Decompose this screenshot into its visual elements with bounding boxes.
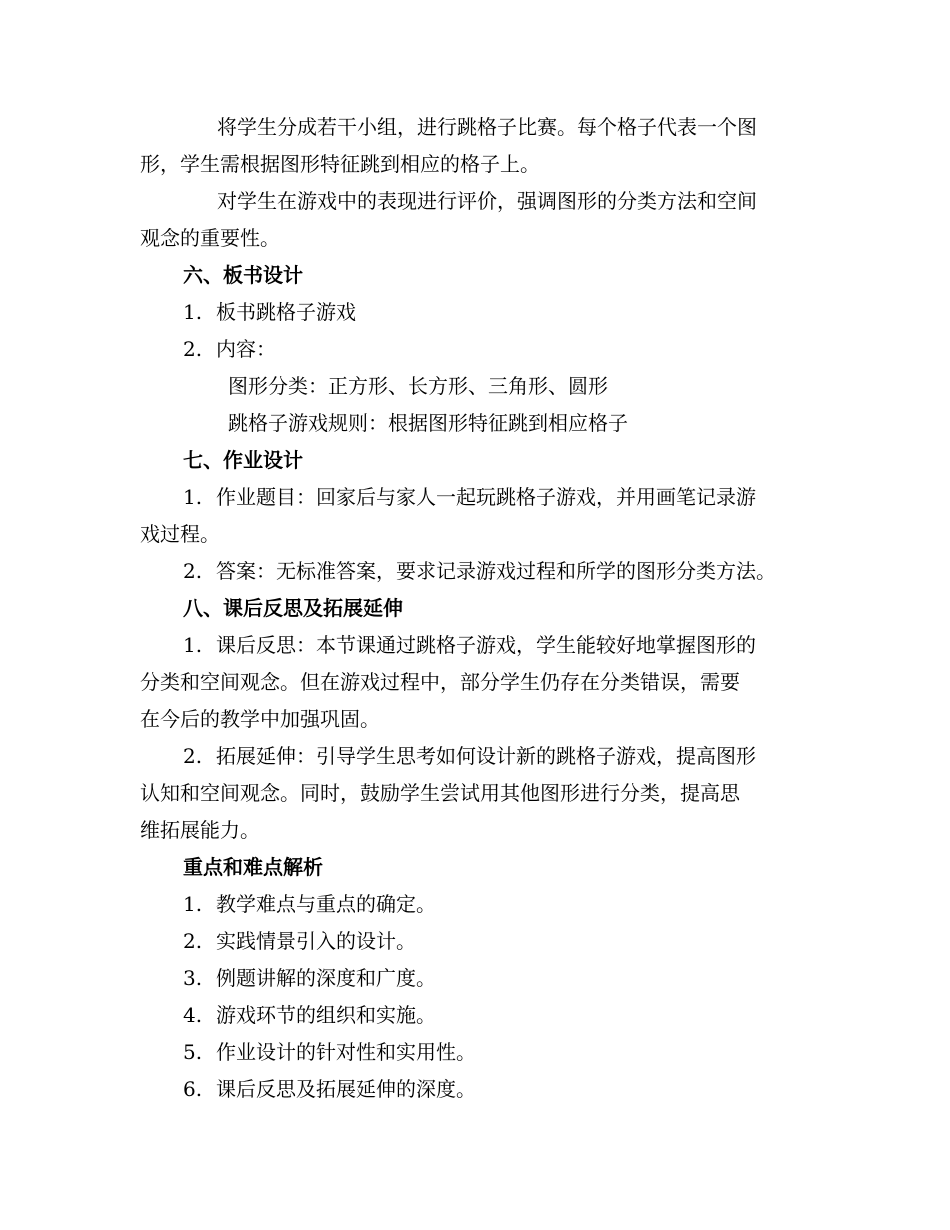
section-heading-board-design: 六、板书设计 xyxy=(183,263,303,287)
section-heading-homework: 七、作业设计 xyxy=(183,448,303,472)
list-item: 2. 内容： xyxy=(183,337,276,361)
list-item: 1. 板书跳格子游戏 xyxy=(183,300,356,324)
list-item: 2. 拓展延伸：引导学生思考如何设计新的跳格子游戏，提高图形 xyxy=(183,744,756,768)
paragraph-line: 在今后的教学中加强巩固。 xyxy=(140,707,380,731)
paragraph-line: 分类和空间观念。但在游戏过程中，部分学生仍存在分类错误，需要 xyxy=(140,670,740,694)
paragraph-line: 将学生分成若干小组，进行跳格子比赛。每个格子代表一个图 xyxy=(217,115,757,139)
paragraph-line: 对学生在游戏中的表现进行评价，强调图形的分类方法和空间 xyxy=(217,189,757,213)
list-item: 3. 例题讲解的深度和广度。 xyxy=(183,966,436,990)
paragraph-line: 形，学生需根据图形特征跳到相应的格子上。 xyxy=(140,152,540,176)
paragraph-line: 认知和空间观念。同时，鼓励学生尝试用其他图形进行分类，提高思 xyxy=(140,781,740,805)
section-heading-key-points: 重点和难点解析 xyxy=(183,855,323,879)
list-item: 2. 答案：无标准答案，要求记录游戏过程和所学的图形分类方法。 xyxy=(183,559,776,583)
list-item: 1. 作业题目：回家后与家人一起玩跳格子游戏，并用画笔记录游 xyxy=(183,485,756,509)
list-item: 4. 游戏环节的组织和实施。 xyxy=(183,1003,436,1027)
paragraph-line: 图形分类：正方形、长方形、三角形、圆形 xyxy=(228,374,608,398)
list-item: 2. 实践情景引入的设计。 xyxy=(183,929,416,953)
paragraph-line: 观念的重要性。 xyxy=(140,226,280,250)
list-item: 1. 课后反思：本节课通过跳格子游戏，学生能较好地掌握图形的 xyxy=(183,633,756,657)
list-item: 1. 教学难点与重点的确定。 xyxy=(183,892,436,916)
paragraph-line: 戏过程。 xyxy=(140,522,220,546)
list-item: 6. 课后反思及拓展延伸的深度。 xyxy=(183,1077,476,1101)
paragraph-line: 维拓展能力。 xyxy=(140,818,260,842)
section-heading-reflection: 八、课后反思及拓展延伸 xyxy=(183,596,403,620)
list-item: 5. 作业设计的针对性和实用性。 xyxy=(183,1040,476,1064)
paragraph-line: 跳格子游戏规则：根据图形特征跳到相应格子 xyxy=(228,411,628,435)
